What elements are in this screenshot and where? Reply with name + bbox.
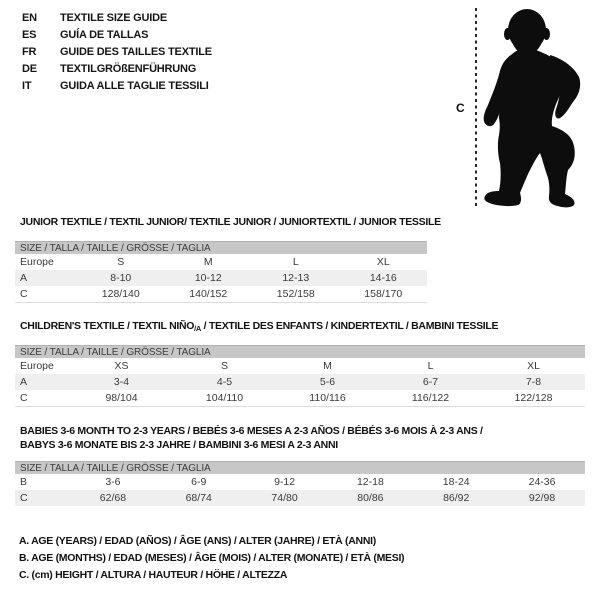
value-cell: L	[292, 256, 299, 268]
junior-size-table	[15, 241, 427, 303]
value-cell: 3-4	[113, 376, 130, 388]
value-cell: 104/110	[205, 392, 244, 404]
value-cell: S	[117, 256, 125, 268]
language-code: FR	[22, 45, 37, 58]
value-cell: 92/98	[528, 492, 556, 504]
value-cell: L	[427, 360, 434, 372]
value-cell: M	[203, 256, 213, 268]
row-label-cell: Europe	[20, 256, 54, 268]
height-measure-dotted-line	[475, 8, 477, 206]
value-cell: 152/158	[276, 288, 315, 300]
value-cell: 158/170	[364, 288, 403, 300]
table-row	[15, 358, 585, 374]
row-label-cell: Europe	[20, 360, 54, 372]
table-row	[15, 374, 585, 390]
row-label-cell: C	[20, 492, 28, 504]
height-label-c: C	[456, 101, 465, 115]
children-title-subscript: /A	[194, 324, 202, 333]
value-cell: 6-9	[191, 476, 207, 488]
table-row	[15, 390, 585, 406]
value-cell: 128/140	[101, 288, 140, 300]
value-cell: 122/128	[514, 392, 553, 404]
value-cell: 6-7	[422, 376, 439, 388]
value-cell: 5-6	[319, 376, 336, 388]
language-code: EN	[22, 12, 37, 25]
language-item-fr	[22, 44, 212, 61]
value-cell: 3-6	[105, 476, 121, 488]
row-label-cell: A	[20, 376, 28, 388]
value-cell: 7-8	[525, 376, 542, 388]
language-item-de	[22, 60, 212, 77]
size-header-bar: SIZE / TALLA / TAILLE / GRÖSSE / TAGLIA	[15, 461, 585, 474]
babies-title-line2: BABYS 3-6 MONATE BIS 2-3 JAHRE / BAMBINI 3-6 MESI A 2-3 ANNI	[20, 439, 338, 451]
babies-size-table	[15, 461, 585, 506]
language-item-it	[22, 77, 212, 94]
children-title-post: / TEXTILE DES ENFANTS / KINDERTEXTIL / BAMBINI TESSILE	[201, 320, 499, 332]
value-cell: 24-36	[528, 476, 556, 488]
value-cell: XS	[114, 360, 129, 372]
babies-title-line1: BABIES 3-6 MONTH TO 2-3 YEARS / BEBÉS 3-6 MESES A 2-3 AÑOS / BÉBÉS 3-6 MOIS À 2-3 ANS /	[20, 425, 483, 437]
value-cell: 98/104	[105, 392, 138, 404]
value-cell: 18-24	[442, 476, 470, 488]
children-title-pre: CHILDREN'S TEXTILE / TEXTIL NIÑO	[20, 320, 195, 332]
value-cell: 86/92	[443, 492, 470, 504]
row-label-cell: C	[20, 392, 28, 404]
size-header-bar: SIZE / TALLA / TAILLE / GRÖSSE / TAGLIA	[15, 345, 585, 358]
table-row	[15, 286, 427, 302]
language-title: GUIDE DES TAILLES TEXTILE	[60, 45, 212, 58]
legend-line-c: C. (cm) HEIGHT / ALTURA / HAUTEUR / HÖHE / ALTEZZA	[19, 569, 288, 581]
language-title: GUÍA DE TALLAS	[60, 29, 149, 42]
table-row	[15, 254, 427, 270]
babies-table-title	[20, 424, 580, 452]
value-cell: 62/68	[99, 492, 127, 504]
value-cell: 9-12	[274, 476, 296, 488]
children-table-title	[20, 320, 498, 333]
language-title: TEXTILGRÖßENFÜHRUNG	[60, 62, 197, 75]
value-cell: 14-16	[369, 272, 397, 284]
value-cell: S	[220, 360, 228, 372]
value-cell: 80/86	[357, 492, 384, 504]
language-title: TEXTILE SIZE GUIDE	[60, 12, 168, 25]
value-cell: 12-13	[282, 272, 310, 284]
measurement-legend	[19, 533, 404, 584]
language-code: IT	[22, 79, 32, 92]
table-row	[15, 270, 427, 286]
value-cell: 10-12	[194, 272, 222, 284]
language-code: DE	[22, 62, 37, 75]
value-cell: 110/116	[309, 392, 346, 404]
row-label-cell: A	[20, 272, 28, 284]
value-cell: 8-10	[110, 272, 132, 284]
value-cell: 140/152	[189, 288, 228, 300]
value-cell: 12-18	[356, 476, 384, 488]
value-cell: 68/74	[185, 492, 212, 504]
value-cell: 4-5	[216, 376, 233, 388]
table-row	[15, 474, 585, 490]
language-code: ES	[22, 29, 37, 42]
value-cell: 74/80	[271, 492, 298, 504]
table-row	[15, 490, 585, 506]
row-label-cell: B	[20, 476, 28, 488]
language-title: GUIDA ALLE TAGLIE TESSILI	[60, 79, 209, 92]
value-cell: M	[323, 360, 332, 372]
value-cell: XL	[376, 256, 390, 268]
baby-silhouette-icon	[478, 4, 594, 210]
size-header-bar: SIZE / TALLA / TAILLE / GRÖSSE / TAGLIA	[15, 241, 427, 254]
children-size-table	[15, 345, 585, 407]
legend-line-a: A. AGE (YEARS) / EDAD (AÑOS) / ÂGE (ANS) / ALTER (JAHRE) / ETÀ (ANNI)	[19, 535, 376, 547]
row-label-cell: C	[20, 288, 28, 300]
legend-line-b: B. AGE (MONTHS) / EDAD (MESES) / ÂGE (MOIS) / ALTER (MONATE) / ETÀ (MESI)	[19, 552, 405, 564]
language-list	[22, 10, 212, 94]
value-cell: 116/122	[411, 392, 450, 404]
language-item-es	[22, 27, 212, 44]
value-cell: XL	[527, 360, 540, 372]
junior-table-title: JUNIOR TEXTILE / TEXTIL JUNIOR/ TEXTILE JUNIOR / JUNIORTEXTIL / JUNIOR TESSILE	[20, 216, 441, 228]
language-item-en	[22, 10, 212, 27]
